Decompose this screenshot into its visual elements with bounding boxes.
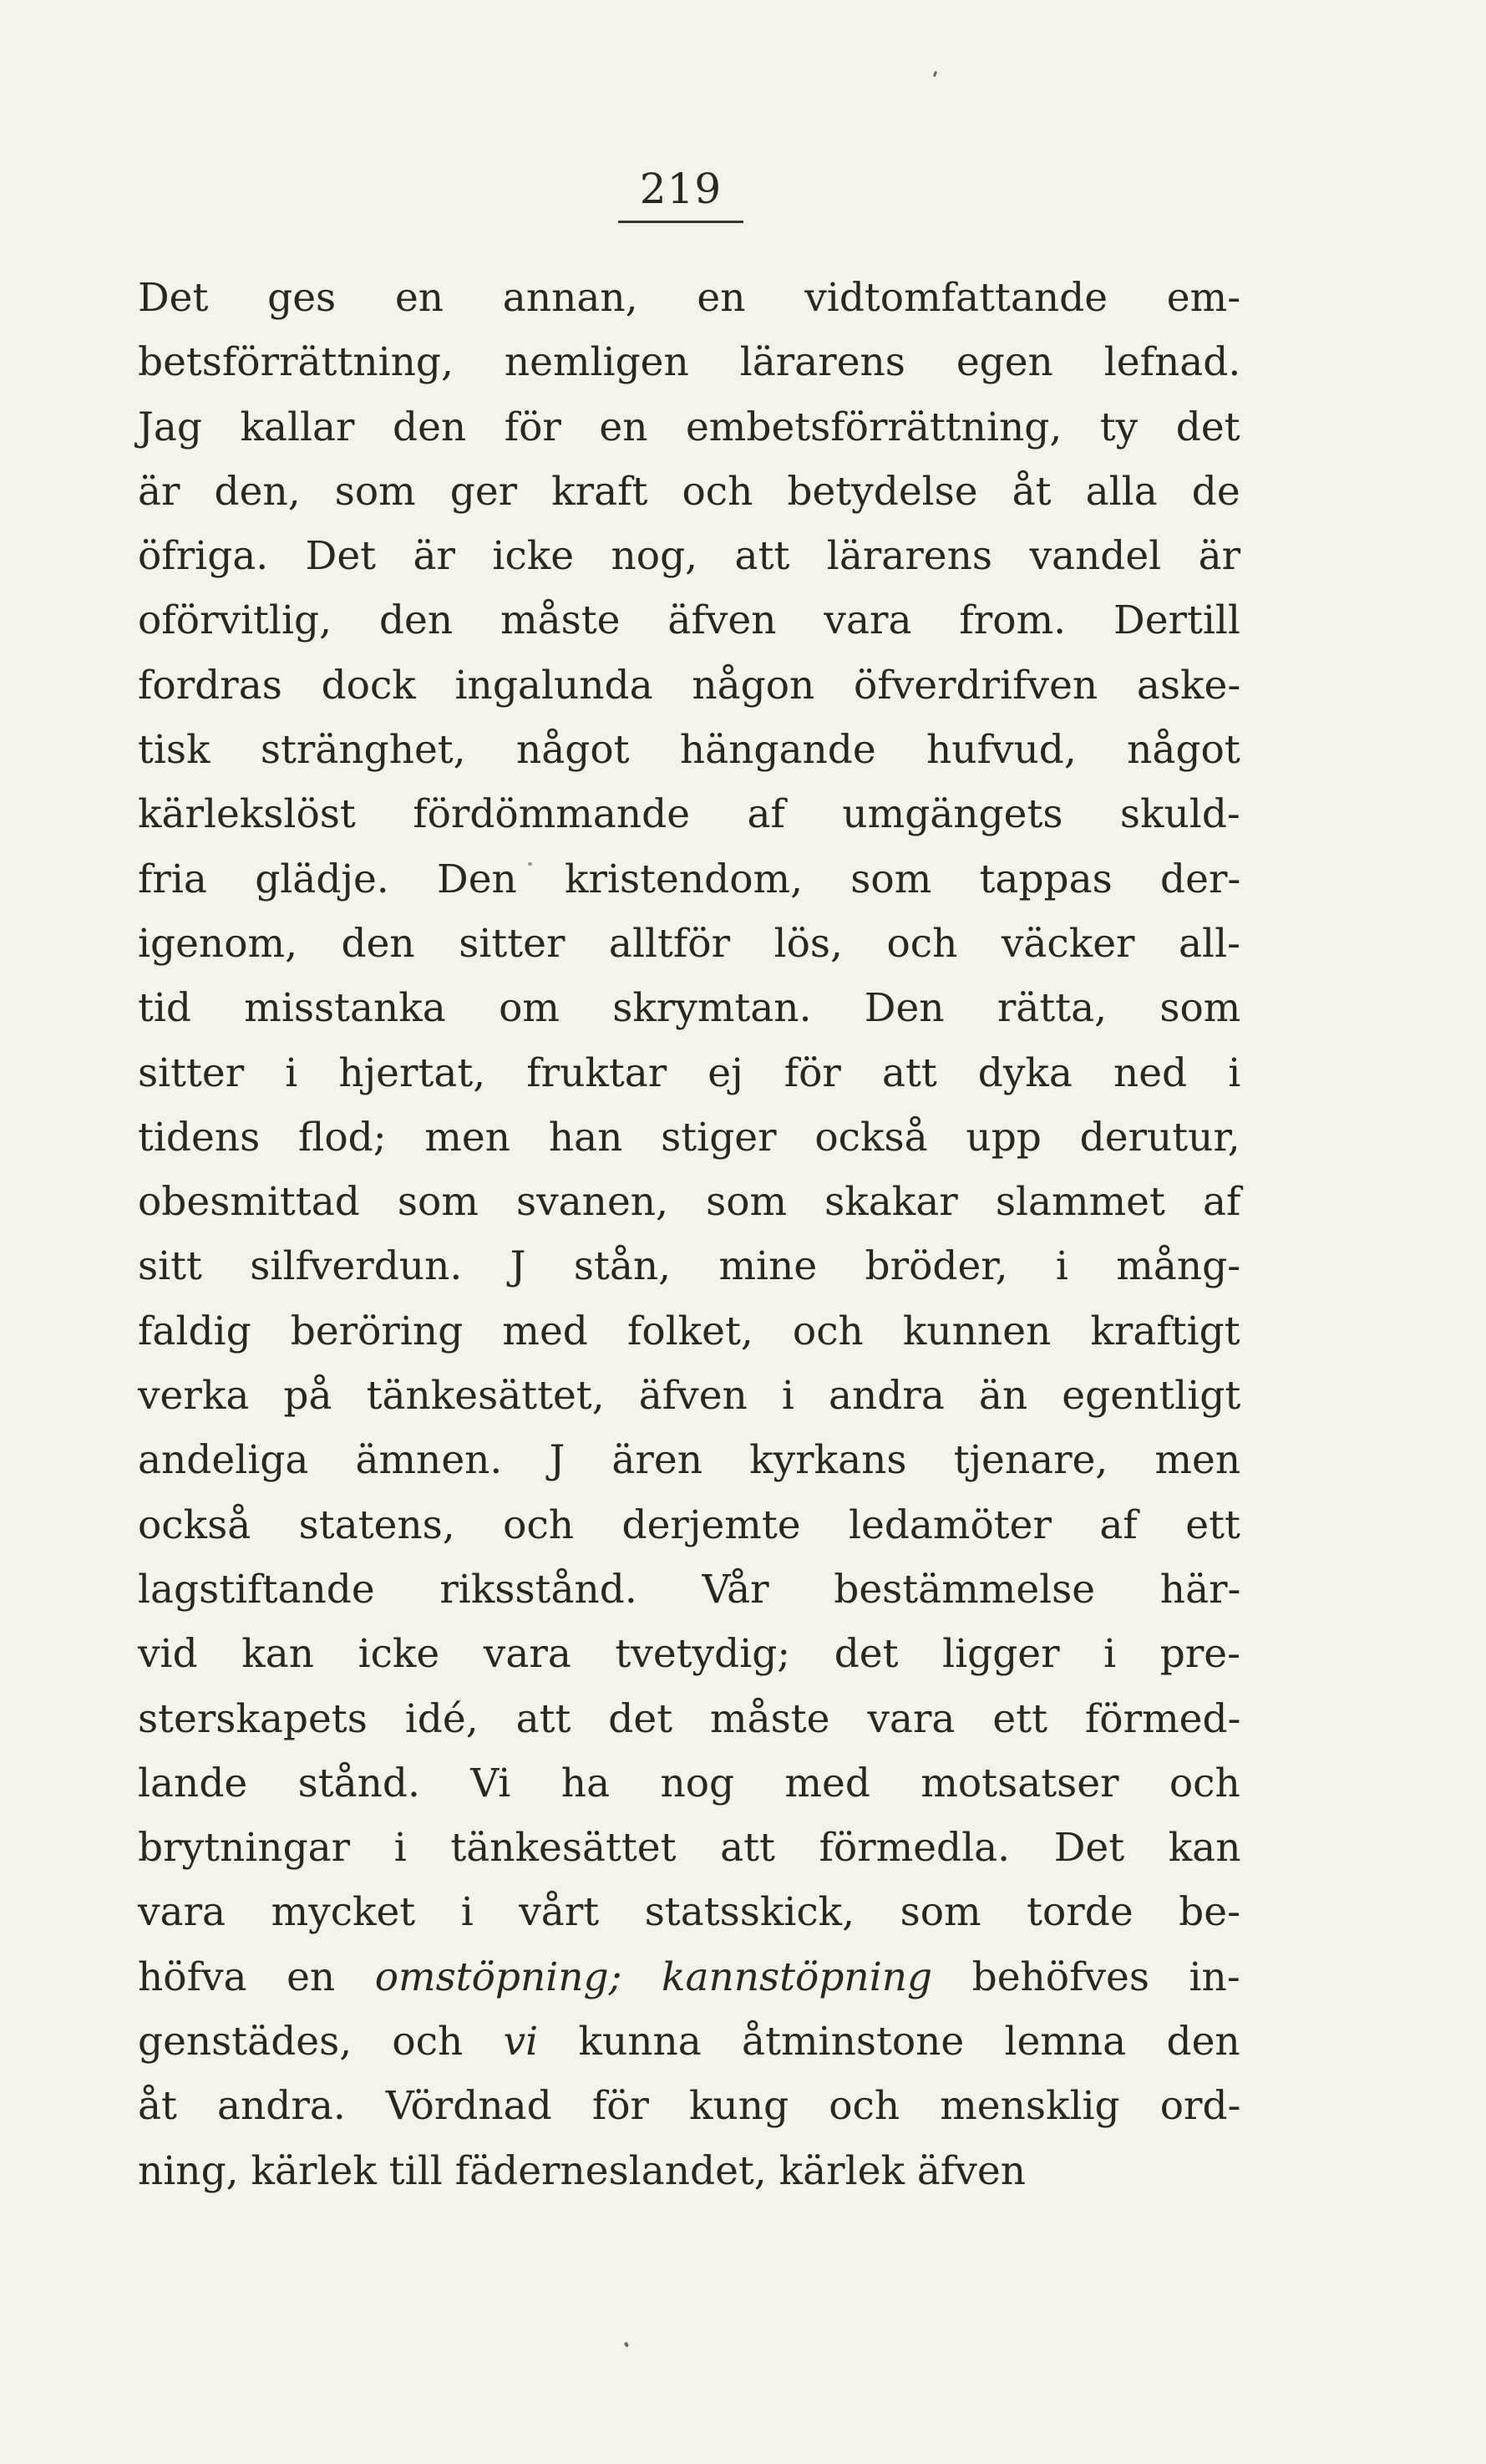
text-segment: lagstiftande riksstånd. Vår bestämmelse här- — [138, 1566, 1241, 1613]
text-segment: Jag kallar den för en embetsförrättning, ty det — [138, 404, 1240, 450]
text-line — [138, 1622, 1240, 1686]
text-line — [138, 1234, 1240, 1298]
text-segment: öfriga. Det är icke nog, att lärarens vandel är — [138, 533, 1241, 580]
text-segment: vara mycket i vårt statsskick, som torde be- — [138, 1889, 1240, 1936]
text-line — [138, 1687, 1240, 1751]
italic-text: vi — [503, 2019, 539, 2065]
text-line — [138, 2139, 1240, 2203]
italic-text: omstöpning; kannstöpning — [374, 1953, 933, 2000]
text-segment: kärlekslöst fördömmande af umgängets skuld- — [138, 791, 1240, 838]
page-number: 219 — [639, 165, 723, 213]
text-line — [138, 976, 1240, 1040]
text-segment: kunna åtminstone lemna den — [538, 2019, 1240, 2065]
text-line — [138, 1945, 1240, 2009]
text-segment: också statens, och derjemte ledamöter af ett — [138, 1501, 1240, 1548]
text-line — [138, 395, 1240, 460]
text-segment: ning, kärlek till fäderneslandet, kärlek äfven — [138, 2147, 1026, 2194]
text-segment: genstädes, och — [138, 2019, 504, 2065]
body-text — [138, 266, 1240, 2203]
header-rule — [618, 221, 743, 223]
text-line — [138, 1299, 1240, 1364]
text-line — [138, 460, 1240, 524]
text-segment: tisk stränghet, något hängande hufvud, något — [138, 727, 1240, 774]
ink-speck — [624, 2341, 629, 2347]
text-line — [138, 524, 1240, 588]
text-line — [138, 912, 1240, 976]
text-line — [138, 653, 1240, 718]
text-line — [138, 1880, 1240, 1944]
text-segment: sitter i hjertat, fruktar ej för att dyka ned i — [138, 1049, 1241, 1096]
text-line — [138, 847, 1240, 912]
text-line — [138, 588, 1240, 653]
text-segment: Det ges en annan, en vidtomfattande em- — [138, 275, 1241, 321]
text-segment: höfva en — [138, 1953, 375, 2000]
text-line — [138, 1170, 1240, 1234]
text-line — [138, 1364, 1240, 1428]
text-segment: lande stånd. Vi ha nog med motsatser och — [138, 1760, 1240, 1806]
text-line — [138, 1493, 1240, 1557]
text-line — [138, 2074, 1240, 2138]
text-line — [138, 1105, 1240, 1170]
text-line — [138, 1428, 1240, 1492]
text-segment: andeliga ämnen. J ären kyrkans tjenare, men — [138, 1437, 1241, 1484]
text-segment: fria glädje. Den kristendom, som tappas der- — [138, 856, 1241, 902]
text-line — [138, 1041, 1240, 1105]
text-segment: tidens flod; men han stiger också upp derutur, — [138, 1114, 1240, 1161]
text-line — [138, 1816, 1240, 1880]
text-segment: behöfves in- — [932, 1953, 1240, 2000]
text-segment: är den, som ger kraft och betydelse åt alla de — [138, 468, 1240, 515]
text-segment: igenom, den sitter alltför lös, och väcker all- — [138, 920, 1240, 967]
text-segment: fordras dock ingalunda någon öfverdrifven aske- — [138, 662, 1241, 709]
text-segment: brytningar i tänkesättet att förmedla. Det kan — [138, 1825, 1241, 1872]
text-line — [138, 782, 1240, 846]
text-segment: sitt silfverdun. J stån, mine bröder, i mång- — [138, 1243, 1241, 1290]
text-line — [138, 330, 1240, 394]
text-segment: sterskapets idé, att det måste vara ett förmed- — [138, 1695, 1241, 1742]
text-segment: åt andra. Vördnad för kung och mensklig ord- — [138, 2083, 1241, 2130]
text-segment: faldig beröring med folket, och kunnen kraftigt — [138, 1308, 1240, 1354]
text-segment: obesmittad som svanen, som skakar slammet af — [138, 1179, 1241, 1226]
text-line — [138, 1751, 1240, 1816]
text-line — [138, 2009, 1240, 2074]
text-segment: verka på tänkesättet, äfven i andra än egentligt — [138, 1373, 1241, 1420]
text-segment: tid misstanka om skrymtan. Den rätta, som — [138, 985, 1241, 1032]
text-line — [138, 1557, 1240, 1622]
text-line — [138, 266, 1240, 330]
ink-speck — [933, 71, 937, 78]
text-line — [138, 718, 1240, 782]
text-segment: betsförrättning, nemligen lärarens egen lefnad. — [138, 339, 1241, 386]
text-segment: oförvitlig, den måste äfven vara from. Dertill — [138, 597, 1240, 644]
text-segment: vid kan icke vara tvetydig; det ligger i pre- — [138, 1631, 1240, 1678]
